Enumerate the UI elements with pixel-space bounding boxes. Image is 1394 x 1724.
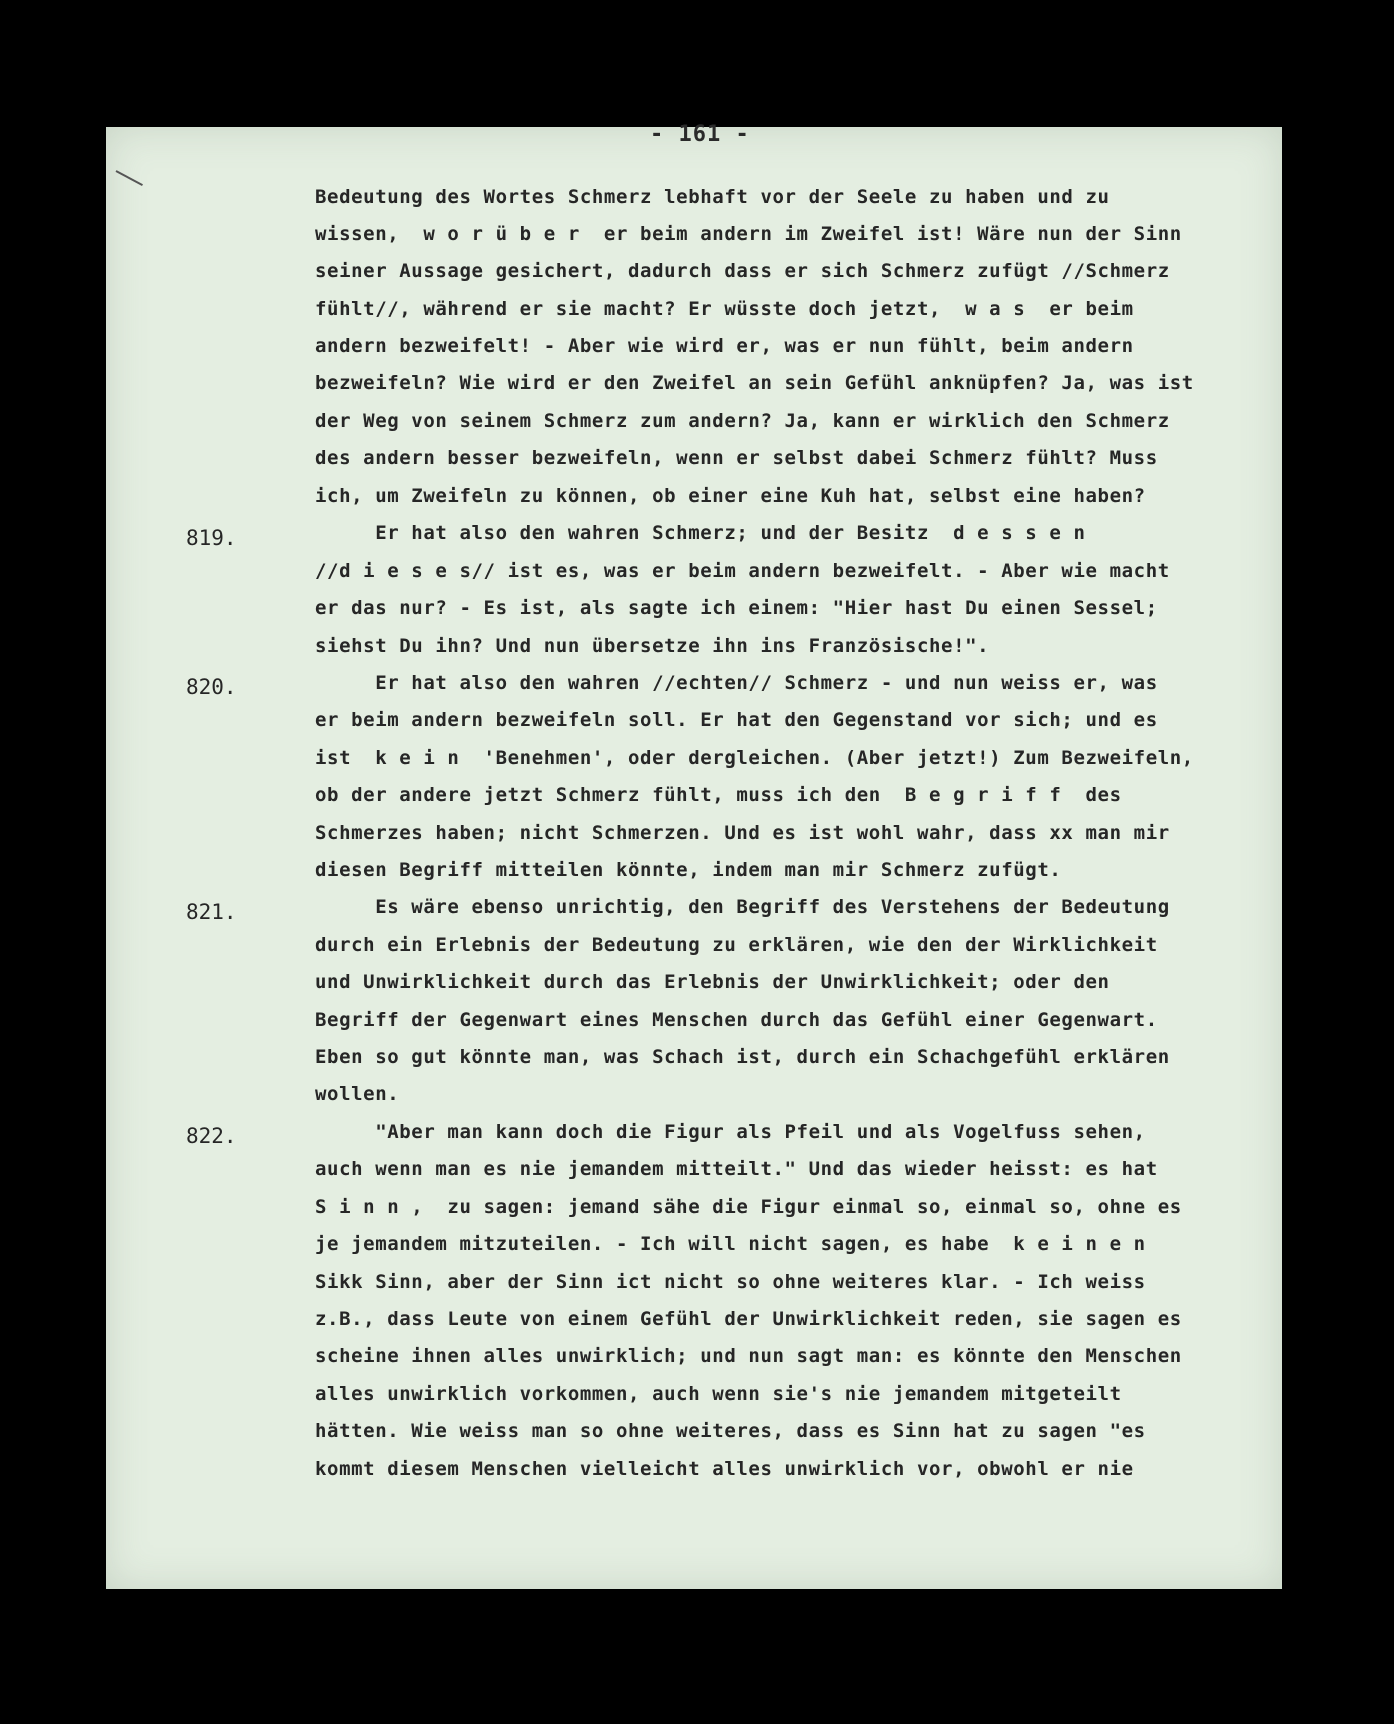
text-line: S i n n , zu sagen: jemand sähe die Figur einmal so, einmal so, ohne es <box>315 1196 1182 1218</box>
text-line: Er hat also den wahren Schmerz; und der Besitz d e s s e n <box>315 522 1086 544</box>
text-line: seiner Aussage gesichert, dadurch dass er sich Schmerz zufügt //Schmerz <box>315 260 1170 282</box>
page-number: - 161 - <box>650 122 750 147</box>
text-line: Bedeutung des Wortes Schmerz lebhaft vor der Seele zu haben und zu <box>315 186 1110 208</box>
text-line: Er hat also den wahren //echten// Schmerz - und nun weiss er, was <box>315 672 1158 694</box>
text-line: wissen, w o r ü b e r er beim andern im Zweifel ist! Wäre nun der Sinn <box>315 223 1182 245</box>
text-line: je jemandem mitzuteilen. - Ich will nicht sagen, es habe k e i n e n <box>315 1233 1146 1255</box>
text-line: Schmerzes haben; nicht Schmerzen. Und es ist wohl wahr, dass xx man mir <box>315 822 1170 844</box>
text-line: //d i e s e s// ist es, was er beim andern bezweifelt. - Aber wie macht <box>315 560 1170 582</box>
text-line: "Aber man kann doch die Figur als Pfeil und als Vogelfuss sehen, <box>315 1121 1146 1143</box>
text-line: Eben so gut könnte man, was Schach ist, durch ein Schachgefühl erklären <box>315 1046 1170 1068</box>
text-line: andern bezweifelt! - Aber wie wird er, was er nun fühlt, beim andern <box>315 335 1134 357</box>
text-line: wollen. <box>315 1083 400 1105</box>
text-line: Sikk Sinn, aber der Sinn ict nicht so ohne weiteres klar. - Ich weiss <box>315 1271 1146 1293</box>
text-line: ob der andere jetzt Schmerz fühlt, muss ich den B e g r i f f des <box>315 784 1122 806</box>
text-line: er beim andern bezweifeln soll. Er hat den Gegenstand vor sich; und es <box>315 709 1158 731</box>
paragraph-number-821: 821. <box>186 900 237 924</box>
text-line: z.B., dass Leute von einem Gefühl der Unwirklichkeit reden, sie sagen es <box>315 1308 1182 1330</box>
text-line: ich, um Zweifeln zu können, ob einer eine Kuh hat, selbst eine haben? <box>315 485 1146 507</box>
text-line: und Unwirklichkeit durch das Erlebnis der Unwirklichkeit; oder den <box>315 971 1110 993</box>
text-line: kommt diesem Menschen vielleicht alles unwirklich vor, obwohl er nie <box>315 1458 1134 1480</box>
text-line: alles unwirklich vorkommen, auch wenn sie's nie jemandem mitgeteilt <box>315 1383 1122 1405</box>
text-line: siehst Du ihn? Und nun übersetze ihn ins Französische!". <box>315 635 990 657</box>
text-line: diesen Begriff mitteilen könnte, indem man mir Schmerz zufügt. <box>315 859 1062 881</box>
text-line: scheine ihnen alles unwirklich; und nun sagt man: es könnte den Menschen <box>315 1345 1182 1367</box>
text-line: hätten. Wie weiss man so ohne weiteres, dass es Sinn hat zu sagen "es <box>315 1420 1146 1442</box>
text-line: auch wenn man es nie jemandem mitteilt." Und das wieder heisst: es hat <box>315 1158 1158 1180</box>
text-line: ist k e i n 'Benehmen', oder dergleichen. (Aber jetzt!) Zum Bezweifeln, <box>315 747 1194 769</box>
paragraph-number-822: 822. <box>186 1124 237 1148</box>
paragraph-number-819: 819. <box>186 526 237 550</box>
text-line: Es wäre ebenso unrichtig, den Begriff des Verstehens der Bedeutung <box>315 896 1170 918</box>
paragraph-number-820: 820. <box>186 675 237 699</box>
text-line: bezweifeln? Wie wird er den Zweifel an sein Gefühl anknüpfen? Ja, was ist <box>315 372 1194 394</box>
text-line: er das nur? - Es ist, als sagte ich einem: "Hier hast Du einen Sessel; <box>315 597 1158 619</box>
text-line: fühlt//, während er sie macht? Er wüsste doch jetzt, w a s er beim <box>315 298 1134 320</box>
text-line: Begriff der Gegenwart eines Menschen durch das Gefühl einer Gegenwart. <box>315 1009 1158 1031</box>
text-line: des andern besser bezweifeln, wenn er selbst dabei Schmerz fühlt? Muss <box>315 447 1158 469</box>
text-line: durch ein Erlebnis der Bedeutung zu erklären, wie den der Wirklichkeit <box>315 934 1158 956</box>
text-line: der Weg von seinem Schmerz zum andern? Ja, kann er wirklich den Schmerz <box>315 410 1170 432</box>
